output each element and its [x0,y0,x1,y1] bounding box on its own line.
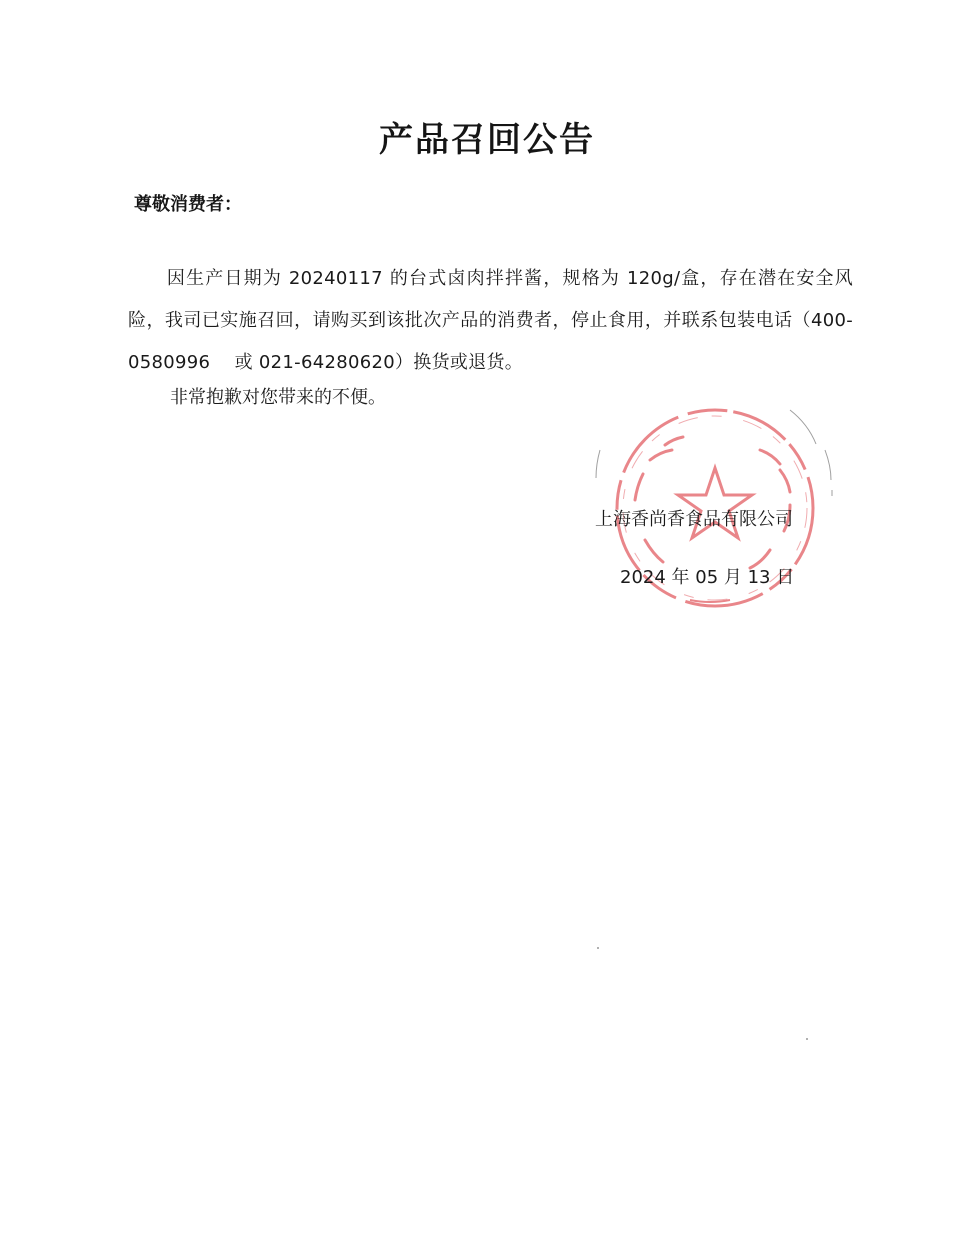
company-name: 上海香尚香食品有限公司 [595,509,793,530]
scan-speck [597,947,599,949]
apology-text: 非常抱歉对您带来的不便。 [170,387,386,408]
scan-speck [806,1038,808,1040]
page-title: 产品召回公告 [379,120,595,160]
greeting: 尊敬消费者： [134,194,242,215]
notice-body [128,258,853,384]
notice-body-text: 因生产日期为 20240117 的台式卤肉拌拌酱，规格为 120g/盒，存在潜在安全风险，我司已实施召回，请购买到该批次产品的消费者，停止食用，并联系包装电话（400-0580996 或 021-64280620）换货或退货。 [128,268,853,373]
notice-date: 2024 年 05 月 13 日 [620,567,795,588]
